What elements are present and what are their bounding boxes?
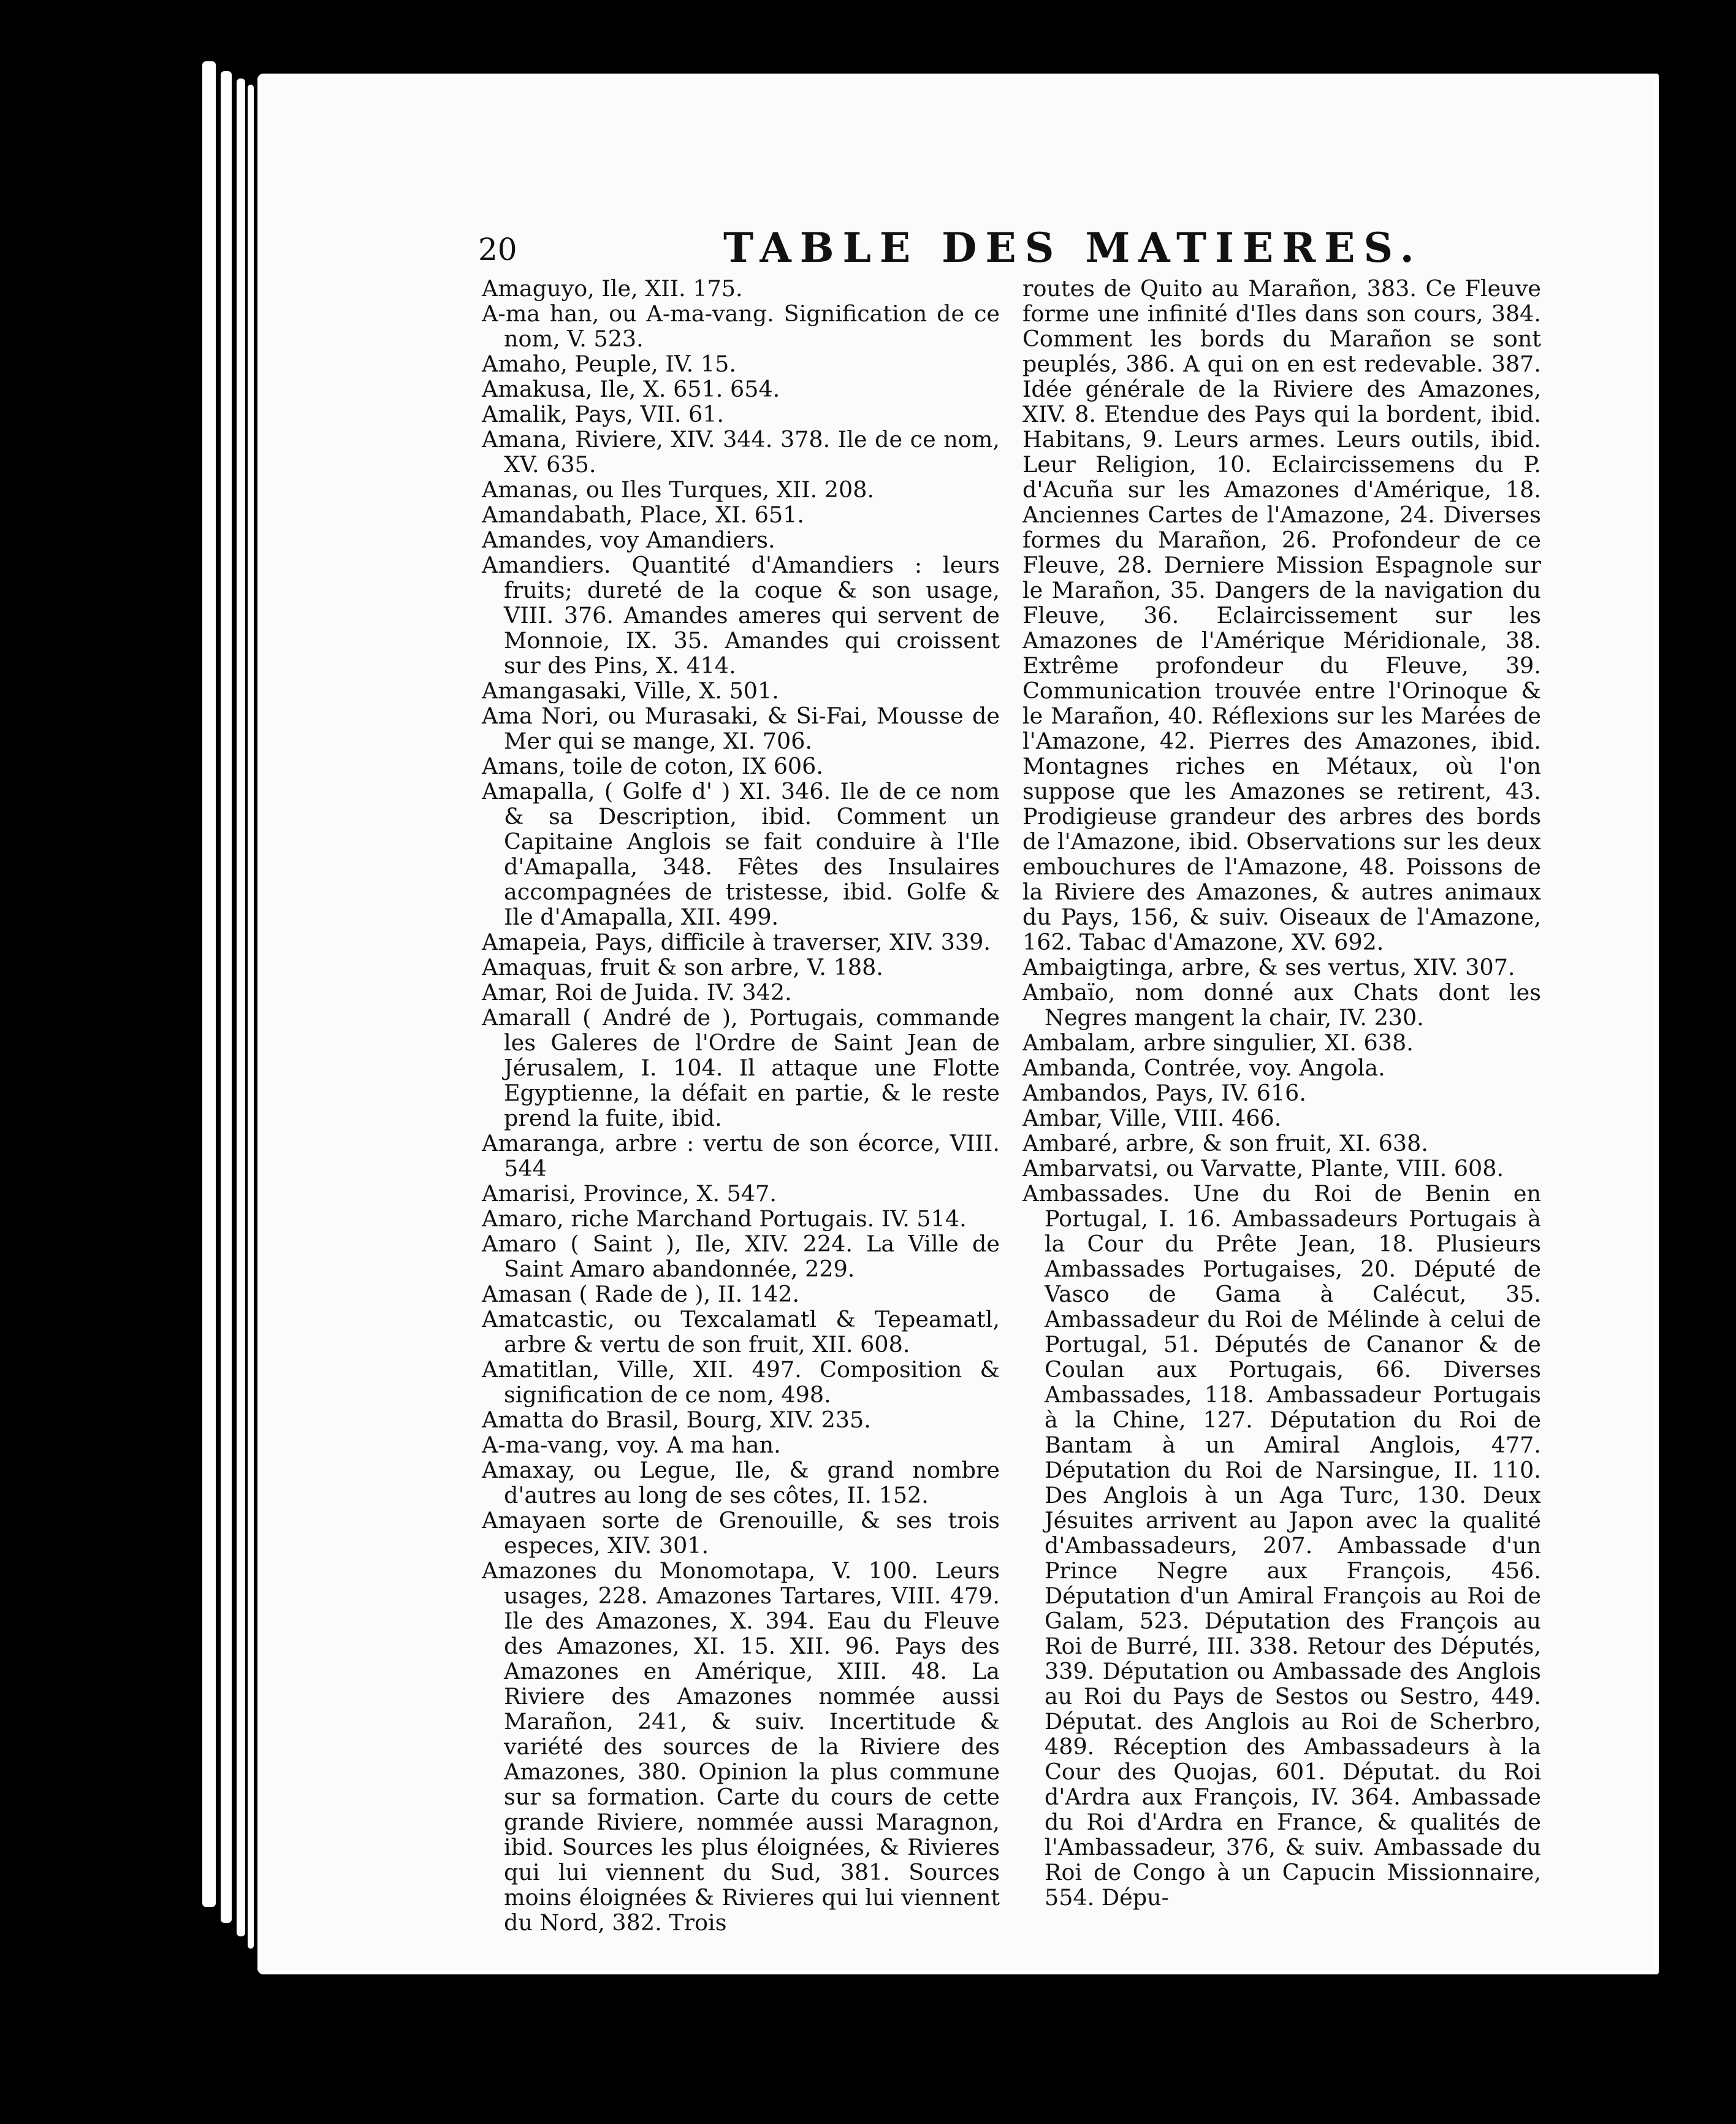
index-entry: A-ma han, ou A-ma-vang. Signification de ce nom, V. 523.	[482, 300, 1000, 352]
index-entry: Ambar, Ville, VIII. 466.	[1022, 1105, 1282, 1131]
index-entry: Amanas, ou Iles Turques, XII. 208.	[482, 476, 875, 503]
page-number: 20	[478, 232, 517, 267]
index-entry: Amayaen sorte de Grenouille, & ses trois especes, XIV. 301.	[482, 1507, 1000, 1559]
index-entry: Amaho, Peuple, IV. 15.	[482, 351, 736, 377]
index-entry: Amar, Roi de Juida. IV. 342.	[482, 979, 792, 1006]
index-entry: Amana, Riviere, XIV. 344. 378. Ile de ce nom, XV. 635.	[482, 426, 1000, 478]
index-entry: Amaquas, fruit & son arbre, V. 188.	[482, 954, 883, 980]
page-stack-edge	[237, 78, 245, 1936]
index-entry: Ambarvatsi, ou Varvatte, Plante, VIII. 608.	[1022, 1155, 1504, 1182]
index-entry: Ambalam, arbre singulier, XI. 638.	[1022, 1030, 1414, 1056]
index-entry: Amapalla, ( Golfe d' ) XI. 346. Ile de ce nom & sa Description, ibid. Comment un Capitaine Anglois se fait conduire à l'Ile d'Amapalla, 348. Fêtes des Insulaires accompagnées de tristesse, ibid. Golfe & Ile d'Amapalla, XII. 499.	[482, 778, 1000, 930]
index-entry: Amaro, riche Marchand Portugais. IV. 514.	[482, 1205, 967, 1232]
index-entry: Ambaigtinga, arbre, & ses vertus, XIV. 307.	[1022, 954, 1515, 980]
index-entry: Ambassades. Une du Roi de Benin en Portugal, I. 16. Ambassadeurs Portugais à la Cour du Prête Jean, 18. Plusieurs Ambassades Portugaises, 20. Député de Vasco de Gama à Calécut, 35. Ambassadeur du Roi de Mélinde à celui de Portugal, 51. Députés de Cananor & de Coulan aux Portugais, 66. Diverses Ambassades, 118. Ambassadeur Portugais à la Chine, 127. Députation du Roi de Bantam à un Amiral Anglois, 477. Députation du Roi de Narsingue, II. 110. Des Anglois à un Aga Turc, 130. Deux Jésuites arrivent au Japon avec la qualité d'Ambassadeurs, 207. Ambassade d'un Prince Negre aux François, 456. Députation d'un Amiral François au Roi de Galam, 523. Députation des François au Roi de Burré, III. 338. Retour des Députés, 339. Députation ou Ambassade des Anglois au Roi du Pays de Sestos ou Sestro, 449. Députat. des Anglois au Roi de Scherbro, 489. Réception des Ambassadeurs à la Cour des Quojas, 601. Députat. du Roi d'Ardra aux François, IV. 364. Ambassade du Roi d'Ardra en France, & qualités de l'Ambassadeur, 376, & suiv. Ambassade du Roi de Congo à un Capucin Missionnaire, 554. Dépu-	[1022, 1180, 1541, 1911]
index-entry: Amangasaki, Ville, X. 501.	[482, 678, 779, 704]
index-column-right	[1022, 276, 1541, 1910]
index-entry: Amarall ( André de ), Portugais, commande les Galeres de l'Ordre de Saint Jean de Jérusalem, I. 104. Il attaque une Flotte Egyptienne, la défait en partie, & le reste prend la fuite, ibid.	[482, 1004, 1000, 1131]
index-entry: Ambandos, Pays, IV. 616.	[1022, 1080, 1306, 1106]
index-entry: Amaguyo, Ile, XII. 175.	[482, 275, 743, 302]
index-entry: Amatitlan, Ville, XII. 497. Composition & signification de ce nom, 498.	[482, 1356, 1000, 1408]
index-entry: Ambaré, arbre, & son fruit, XI. 638.	[1022, 1130, 1428, 1156]
index-entry-continuation: routes de Quito au Marañon, 383. Ce Fleuve forme une infinité d'Iles dans son cours, 384. Comment les bords du Marañon se sont peuplés, 386. A qui on en est redevable. 387. Idée générale de la Riviere des Amazones, XIV. 8. Etendue des Pays qui la bordent, ibid. Habitans, 9. Leurs armes. Leurs outils, ibid. Leur Religion, 10. Eclaircissemens du P. d'Acuña sur les Amazones d'Amérique, 18. Anciennes Cartes de l'Amazone, 24. Diverses formes du Marañon, 26. Profondeur de ce Fleuve, 28. Derniere Mission Espagnole sur le Marañon, 35. Dangers de la navigation du Fleuve, 36. Eclaircissement sur les Amazones de l'Amérique Méridionale, 38. Extrême profondeur du Fleuve, 39. Communication trouvée entre l'Orinoque & le Marañon, 40. Réflexions sur les Marées de l'Amazone, 42. Pierres des Amazones, ibid. Montagnes riches en Métaux, où l'on suppose que les Amazones se retirent, 43. Prodigieuse grandeur des arbres des bords de l'Amazone, ibid. Observations sur les deux embouchures de l'Amazone, 48. Poissons de la Riviere des Amazones, & autres animaux du Pays, 156, & suiv. Oiseaux de l'Amazone, 162. Tabac d'Amazone, XV. 692.	[1022, 275, 1541, 955]
index-entry: Amasan ( Rade de ), II. 142.	[482, 1281, 800, 1307]
index-entry: Ambaïo, nom donné aux Chats dont les Negres mangent la chair, IV. 230.	[1022, 979, 1541, 1031]
index-entry: Amarisi, Province, X. 547.	[482, 1180, 777, 1207]
index-entry: Amandabath, Place, XI. 651.	[482, 502, 804, 528]
index-entry: Amalik, Pays, VII. 61.	[482, 401, 725, 427]
index-entry: Amatcastic, ou Texcalamatl & Tepeamatl, arbre & vertu de son fruit, XII. 608.	[482, 1306, 1000, 1358]
index-entry: Amaxay, ou Legue, Ile, & grand nombre d'autres au long de ses côtes, II. 152.	[482, 1457, 1000, 1508]
index-column-left	[482, 276, 1000, 1935]
index-entry: Ama Nori, ou Murasaki, & Si-Fai, Mousse de Mer qui se mange, XI. 706.	[482, 703, 1000, 754]
page-stack-edge	[221, 71, 232, 1923]
index-entry: A-ma-vang, voy. A ma han.	[482, 1432, 781, 1458]
page-stack-edge	[202, 61, 216, 1907]
index-entry: Amakusa, Ile, X. 651. 654.	[482, 376, 780, 402]
index-entry: Amapeia, Pays, difficile à traverser, XIV. 339.	[482, 929, 991, 955]
index-entry: Amazones du Monomotapa, V. 100. Leurs usages, 228. Amazones Tartares, VIII. 479. Ile des Amazones, X. 394. Eau du Fleuve des Amazones, XI. 15. XII. 96. Pays des Amazones en Amérique, XIII. 48. La Riviere des Amazones nommée aussi Marañon, 241, & suiv. Incertitude & variété des sources de la Riviere des Amazones, 380. Opinion la plus commune sur sa formation. Carte du cours de cette grande Riviere, nommée aussi Maragnon, ibid. Sources les plus éloignées, & Rivieres qui lui viennent du Sud, 381. Sources moins éloignées & Rivieres qui lui viennent du Nord, 382. Trois	[482, 1557, 1000, 1936]
index-entry: Amandiers. Quantité d'Amandiers : leurs fruits; dureté de la coque & son usage, VIII. 376. Amandes ameres qui servent de Monnoie, IX. 35. Amandes qui croissent sur des Pins, X. 414.	[482, 552, 1000, 679]
page-stack-edge	[248, 85, 254, 1949]
index-entry: Ambanda, Contrée, voy. Angola.	[1022, 1055, 1385, 1081]
index-entry: Amans, toile de coton, IX 606.	[482, 753, 823, 779]
index-entry: Amaro ( Saint ), Ile, XIV. 224. La Ville de Saint Amaro abandonnée, 229.	[482, 1231, 1000, 1282]
index-entry: Amaranga, arbre : vertu de son écorce, VIII. 544	[482, 1130, 1000, 1182]
index-entry: Amandes, voy Amandiers.	[482, 527, 775, 553]
running-title: TABLE DES MATIERES.	[723, 224, 1423, 272]
index-entry: Amatta do Brasil, Bourg, XIV. 235.	[482, 1407, 871, 1433]
